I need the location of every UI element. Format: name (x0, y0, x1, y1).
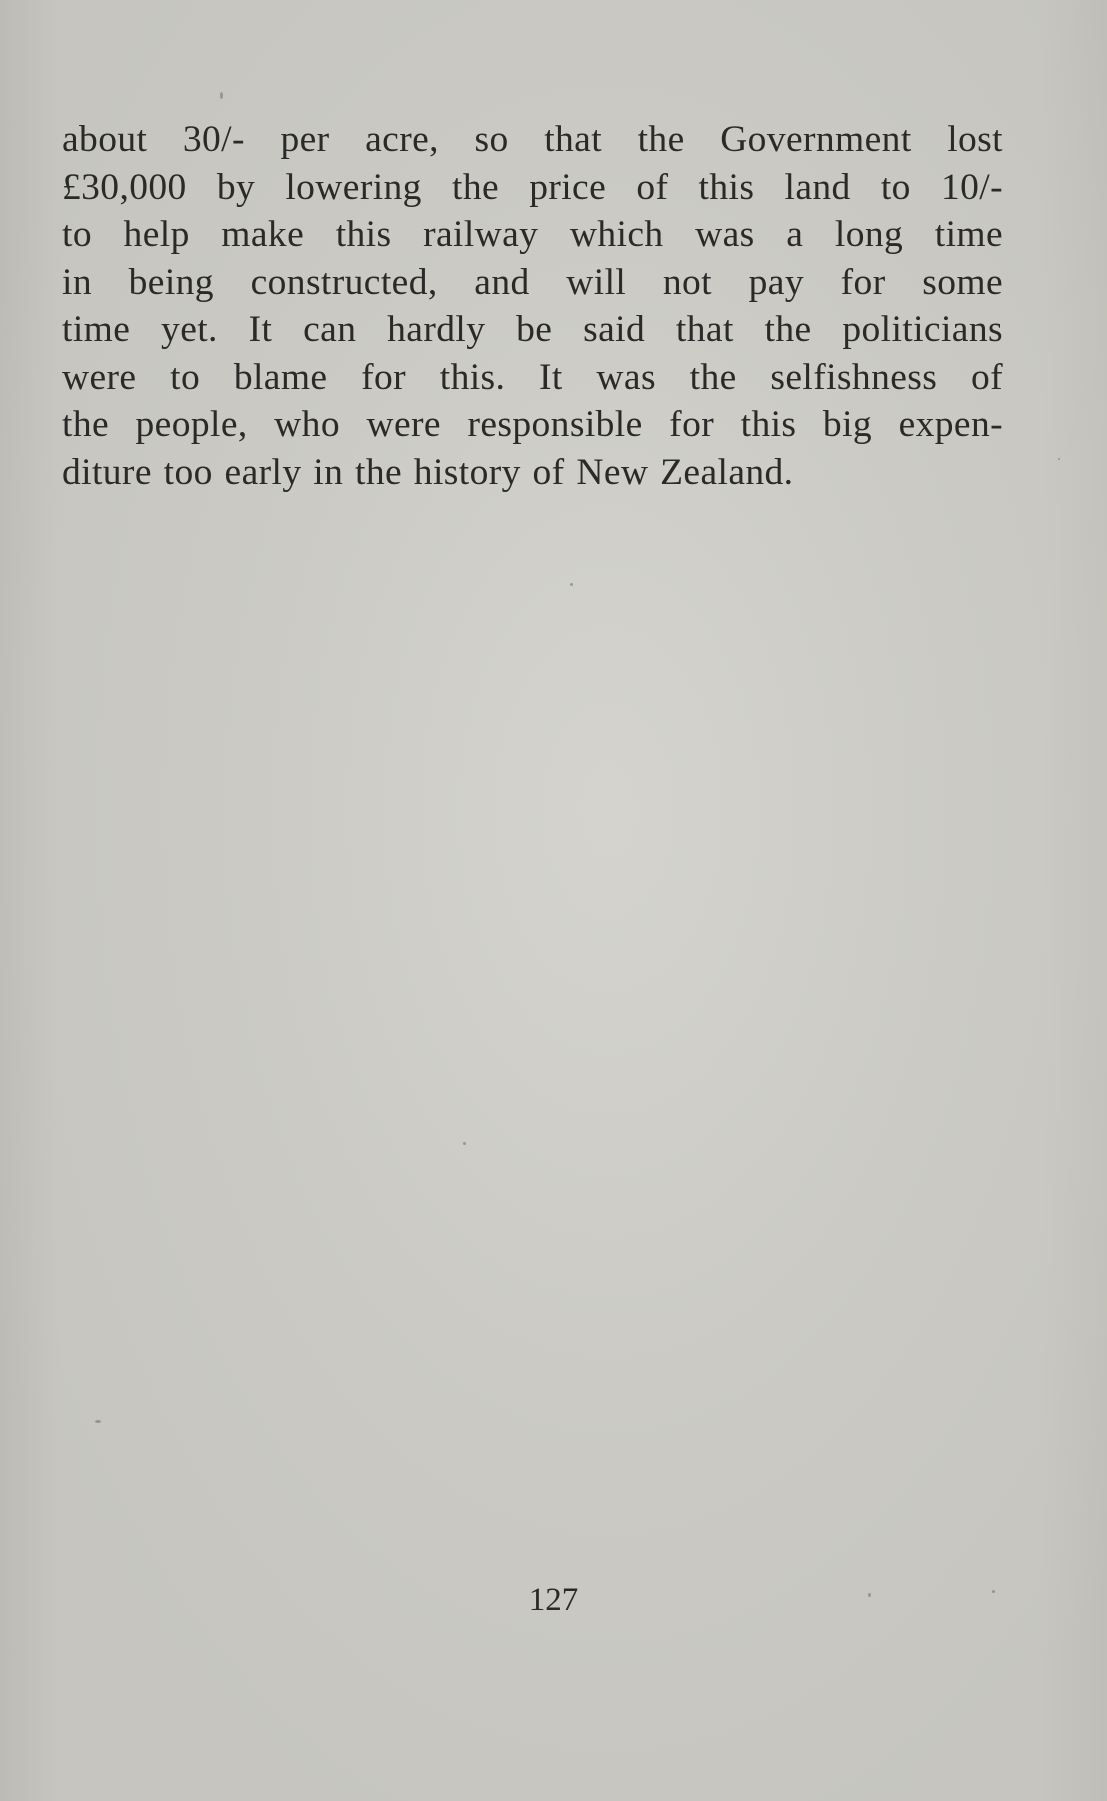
paper-speck (868, 1593, 871, 1597)
text-line: to help make this railway which was a long time (62, 214, 1003, 255)
text-line: were to blame for this. It was the selfishness of (62, 356, 1003, 398)
text-line: the people, who were responsible for this big expen- (62, 404, 1003, 445)
paper-speck (570, 583, 573, 586)
body-paragraph (62, 116, 1003, 496)
text-line: in being constructed, and will not pay for some (62, 261, 1003, 303)
text-line: about 30/- per acre, so that the Government lost (62, 119, 1003, 160)
paper-speck (992, 1590, 995, 1593)
paper-speck (95, 1420, 101, 1423)
paper-speck (1058, 458, 1060, 460)
paper-speck (463, 1142, 466, 1145)
page-number: 127 (528, 1582, 579, 1618)
text-line: diture too early in the history of New Zealand. (62, 451, 794, 493)
text-line: time yet. It can hardly be said that the politicians (62, 309, 1003, 350)
text-line: £30,000 by lowering the price of this land to 10/- (62, 166, 1003, 208)
paper-speck (220, 92, 223, 99)
